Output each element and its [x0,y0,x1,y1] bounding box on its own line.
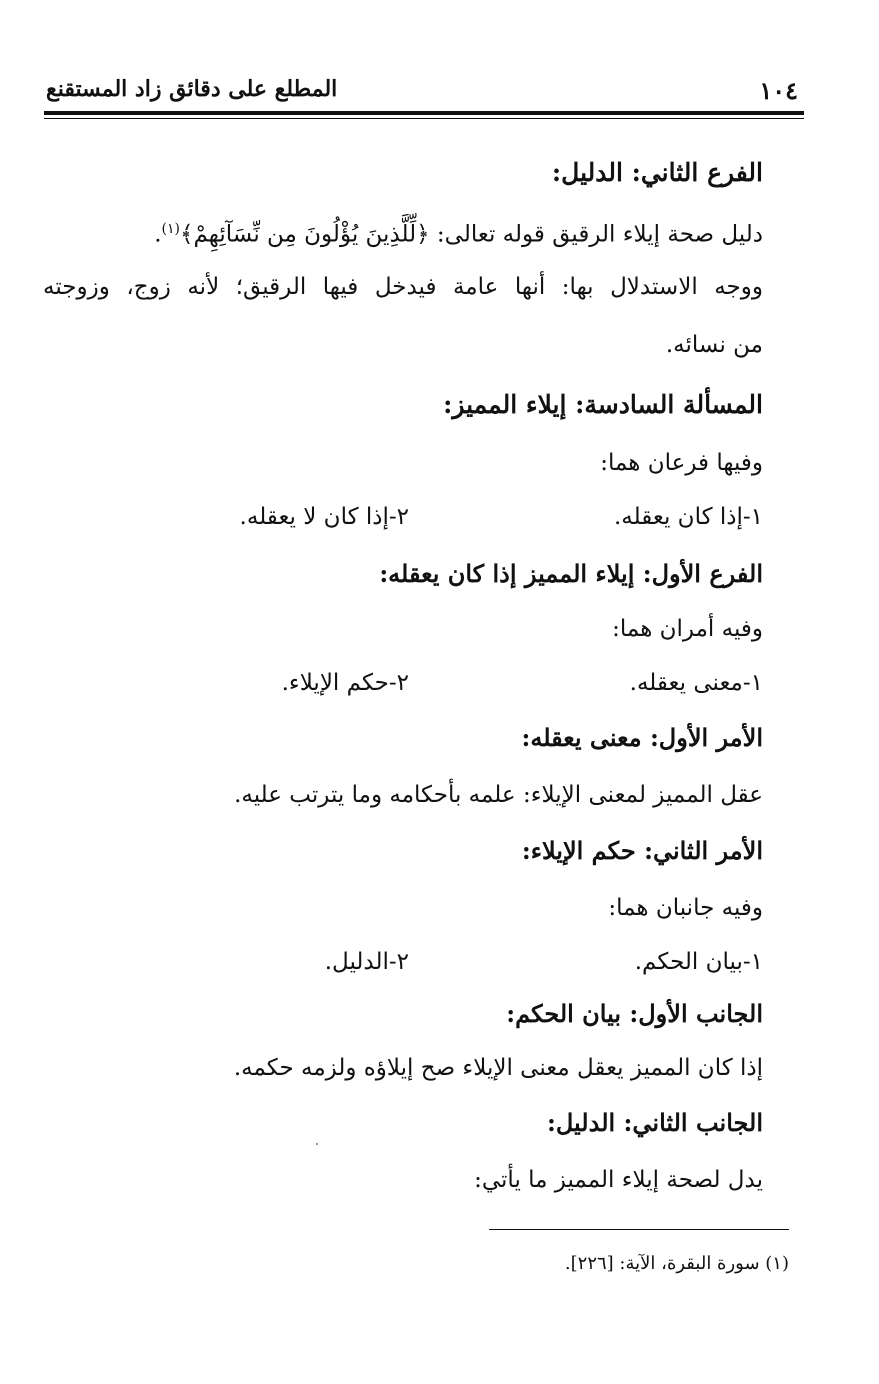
matter-list-item-1: ١-معنى يعقله. [629,670,763,696]
aspect-list-item-1: ١-بيان الحكم. [634,949,763,975]
branch-list-item-2: ٢-إذا كان لا يعقله. [239,504,409,530]
matter-one-heading: الأمر الأول: معنى يعقله: [521,723,763,752]
branch-two-heading: الفرع الثاني: الدليل: [551,158,763,187]
reasoning-line-1: ووجه الاستدلال بها: أنها عامة فيدخل فيها الرقيق؛ لأنه زوج، وزوجته [43,274,763,300]
evidence-paragraph [43,212,763,252]
header-rule-thin [44,118,804,119]
matter-one-text: عقل المميز لمعنى الإيلاء: علمه بأحكامه وما يترتب عليه. [234,782,763,808]
matter-two-heading: الأمر الثاني: حكم الإيلاء: [521,836,763,865]
running-header [44,72,804,112]
aspect-one-text: إذا كان المميز يعقل معنى الإيلاء صح إيلاؤه ولزمه حكمه. [233,1055,763,1081]
evidence-end: . [154,221,162,248]
aspect-two-text: يدل لصحة إيلاء المميز ما يأتي: [474,1167,763,1193]
header-rule-thick [44,111,804,115]
book-title: المطلع على دقائق زاد المستقنع [46,76,338,102]
aspects-intro: وفيه جانبان هما: [608,895,763,921]
aspect-list-item-2: ٢-الدليل. [324,949,409,975]
footnote-reference: (١) [161,221,180,237]
branch-list-item-1: ١-إذا كان يعقله. [613,504,763,530]
matter-list-item-2: ٢-حكم الإيلاء. [281,670,409,696]
branch-one-heading: الفرع الأول: إيلاء المميز إذا كان يعقله: [379,559,763,588]
page-number: ١٠٤ [759,76,798,105]
footnote-1: (١) سورة البقرة، الآية: [٢٢٦]. [564,1253,789,1274]
reasoning-line-2: من نسائه. [665,332,763,358]
aspect-one-heading: الجانب الأول: بيان الحكم: [506,999,763,1028]
matters-intro: وفيه أمران هما: [612,616,763,642]
print-speck [316,1143,318,1145]
footnote-separator [489,1229,789,1230]
issue-six-heading: المسألة السادسة: إيلاء المميز: [443,390,763,419]
branches-intro: وفيها فرعان هما: [600,450,763,476]
quran-verse: ﴿لِّلَّذِينَ يُؤْلُونَ مِن نِّسَآئِهِمْ﴾ [180,221,430,248]
evidence-intro: دليل صحة إيلاء الرقيق قوله تعالى: [429,221,763,248]
aspect-two-heading: الجانب الثاني: الدليل: [547,1108,763,1137]
